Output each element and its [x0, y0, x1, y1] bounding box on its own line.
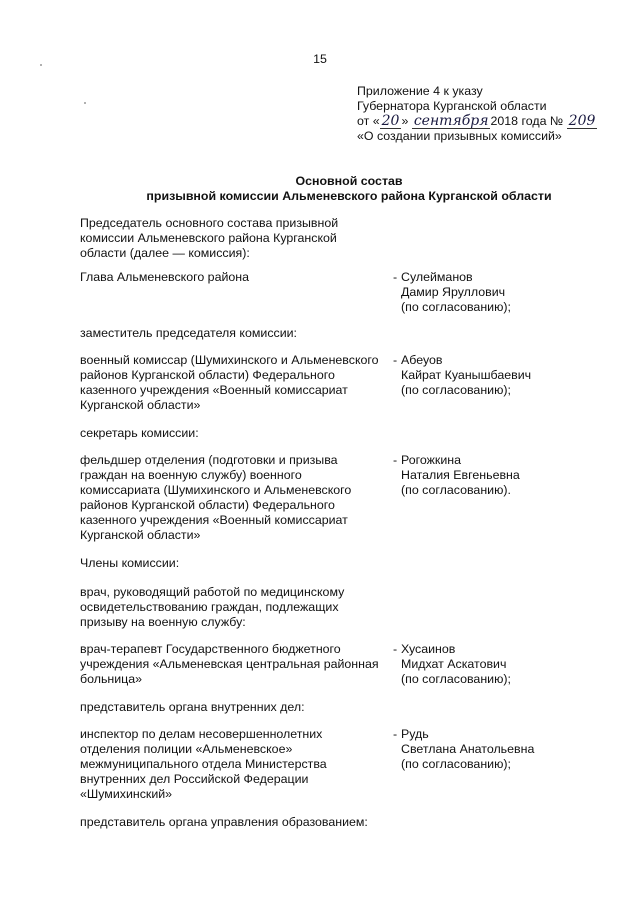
person-name: Мидхат Аскатович	[401, 657, 507, 671]
education-heading	[80, 815, 580, 830]
title-line-2: призывной комиссии Альменевского района Курганской области	[146, 189, 552, 203]
position-line: «Шумихинский»	[80, 787, 173, 801]
person-name: Светлана Анатольевна	[401, 742, 535, 756]
member-person	[401, 270, 621, 315]
date-prefix: от «	[357, 114, 380, 128]
police-heading	[80, 700, 580, 715]
doctor-heading	[80, 585, 580, 630]
position-line: внутренних дел Российской Федерации	[80, 772, 309, 786]
member-position	[80, 270, 390, 285]
appendix-line-1: Приложение 4 к указу	[357, 84, 483, 98]
handwritten-month: сентября	[413, 113, 489, 129]
member-person	[401, 353, 621, 398]
scan-speck	[84, 102, 86, 104]
person-surname: Хусаинов	[401, 642, 456, 656]
position-line: комиссариата (Шумихинского и Альменевского	[80, 483, 352, 497]
position-line: отделения полиции «Альменевское»	[80, 742, 293, 756]
person-note: (по согласованию);	[401, 757, 511, 771]
position-line: районов Курганской области) Федерального	[80, 368, 335, 382]
person-note: (по согласованию);	[401, 672, 511, 686]
document-title	[70, 174, 628, 204]
chairman-heading-line: Председатель основного состава призывной	[80, 216, 339, 230]
person-note: (по согласованию).	[401, 483, 511, 497]
chairman-heading-line: области (далее — комиссия):	[80, 246, 250, 260]
member-position	[80, 453, 390, 543]
title-line-1: Основной состав	[295, 174, 403, 188]
member-person	[401, 642, 621, 687]
position-line: Глава Альменевского района	[80, 270, 250, 284]
appendix-line-4: «О создании призывных комиссий»	[357, 129, 562, 143]
secretary-heading	[80, 426, 580, 441]
person-surname: Рогожкина	[401, 453, 461, 467]
position-line: казенного учреждения «Военный комиссариат	[80, 513, 348, 527]
members-heading	[80, 556, 580, 571]
position-line: учреждения «Альменевская центральная районная	[80, 657, 379, 671]
position-line: казенного учреждения «Военный комиссариат	[80, 383, 348, 397]
position-line: военный комиссар (Шумихинского и Альменевского	[80, 353, 379, 367]
doctor-heading-line: врач, руководящий работой по медицинскому	[80, 585, 345, 599]
appendix-block	[357, 84, 617, 144]
position-line: врач-терапевт Государственного бюджетного	[80, 642, 341, 656]
chairman-heading-line: комиссии Альменевского района Курганской	[80, 231, 337, 245]
position-line: инспектор по делам несовершеннолетних	[80, 727, 323, 741]
position-line: Курганской области»	[80, 528, 201, 542]
dash: -	[393, 353, 398, 367]
dash: -	[393, 642, 398, 656]
dash: -	[393, 453, 398, 467]
member-person	[401, 727, 621, 772]
position-line: больница»	[80, 672, 143, 686]
dash: -	[393, 270, 398, 284]
person-name: Кайрат Куанышбаевич	[401, 368, 532, 382]
date-year: 2018 года №	[490, 114, 567, 128]
person-surname: Абеуов	[401, 353, 443, 367]
handwritten-day: 20	[381, 113, 400, 129]
police-heading-text: представитель органа внутренних дел:	[80, 700, 305, 714]
person-note: (по согласованию);	[401, 383, 511, 397]
member-position	[80, 727, 390, 802]
person-name: Дамир Яруллович	[401, 285, 506, 299]
education-heading-text: представитель органа управления образованием:	[80, 815, 368, 829]
secretary-heading-text: секретарь комиссии:	[80, 426, 199, 440]
deputy-heading-text: заместитель председателя комиссии:	[80, 326, 297, 340]
appendix-date-line	[357, 114, 617, 129]
position-line: фельдшер отделения (подготовки и призыва	[80, 453, 338, 467]
person-surname: Рудь	[401, 727, 429, 741]
doctor-heading-line: освидетельствованию граждан, подлежащих	[80, 600, 339, 614]
scan-speck	[40, 64, 42, 66]
handwritten-number: 209	[568, 113, 596, 129]
position-line: районов Курганской области) Федерального	[80, 498, 335, 512]
member-person	[401, 453, 621, 498]
page-number: 15	[313, 52, 327, 66]
position-line: межмуниципального отдела Министерства	[80, 757, 327, 771]
person-note: (по согласованию);	[401, 300, 511, 314]
date-mid: »	[401, 114, 412, 128]
person-surname: Сулейманов	[401, 270, 473, 284]
member-position	[80, 642, 390, 687]
chairman-heading	[80, 216, 580, 261]
deputy-heading	[80, 326, 580, 341]
doctor-heading-line: призыву на военную службу:	[80, 615, 246, 629]
appendix-line-2: Губернатора Курганской области	[357, 99, 547, 113]
person-name: Наталия Евгеньевна	[401, 468, 520, 482]
position-line: Курганской области»	[80, 398, 201, 412]
members-heading-text: Члены комиссии:	[80, 556, 180, 570]
position-line: граждан на военную службу) военного	[80, 468, 302, 482]
member-position	[80, 353, 390, 413]
dash: -	[393, 727, 398, 741]
